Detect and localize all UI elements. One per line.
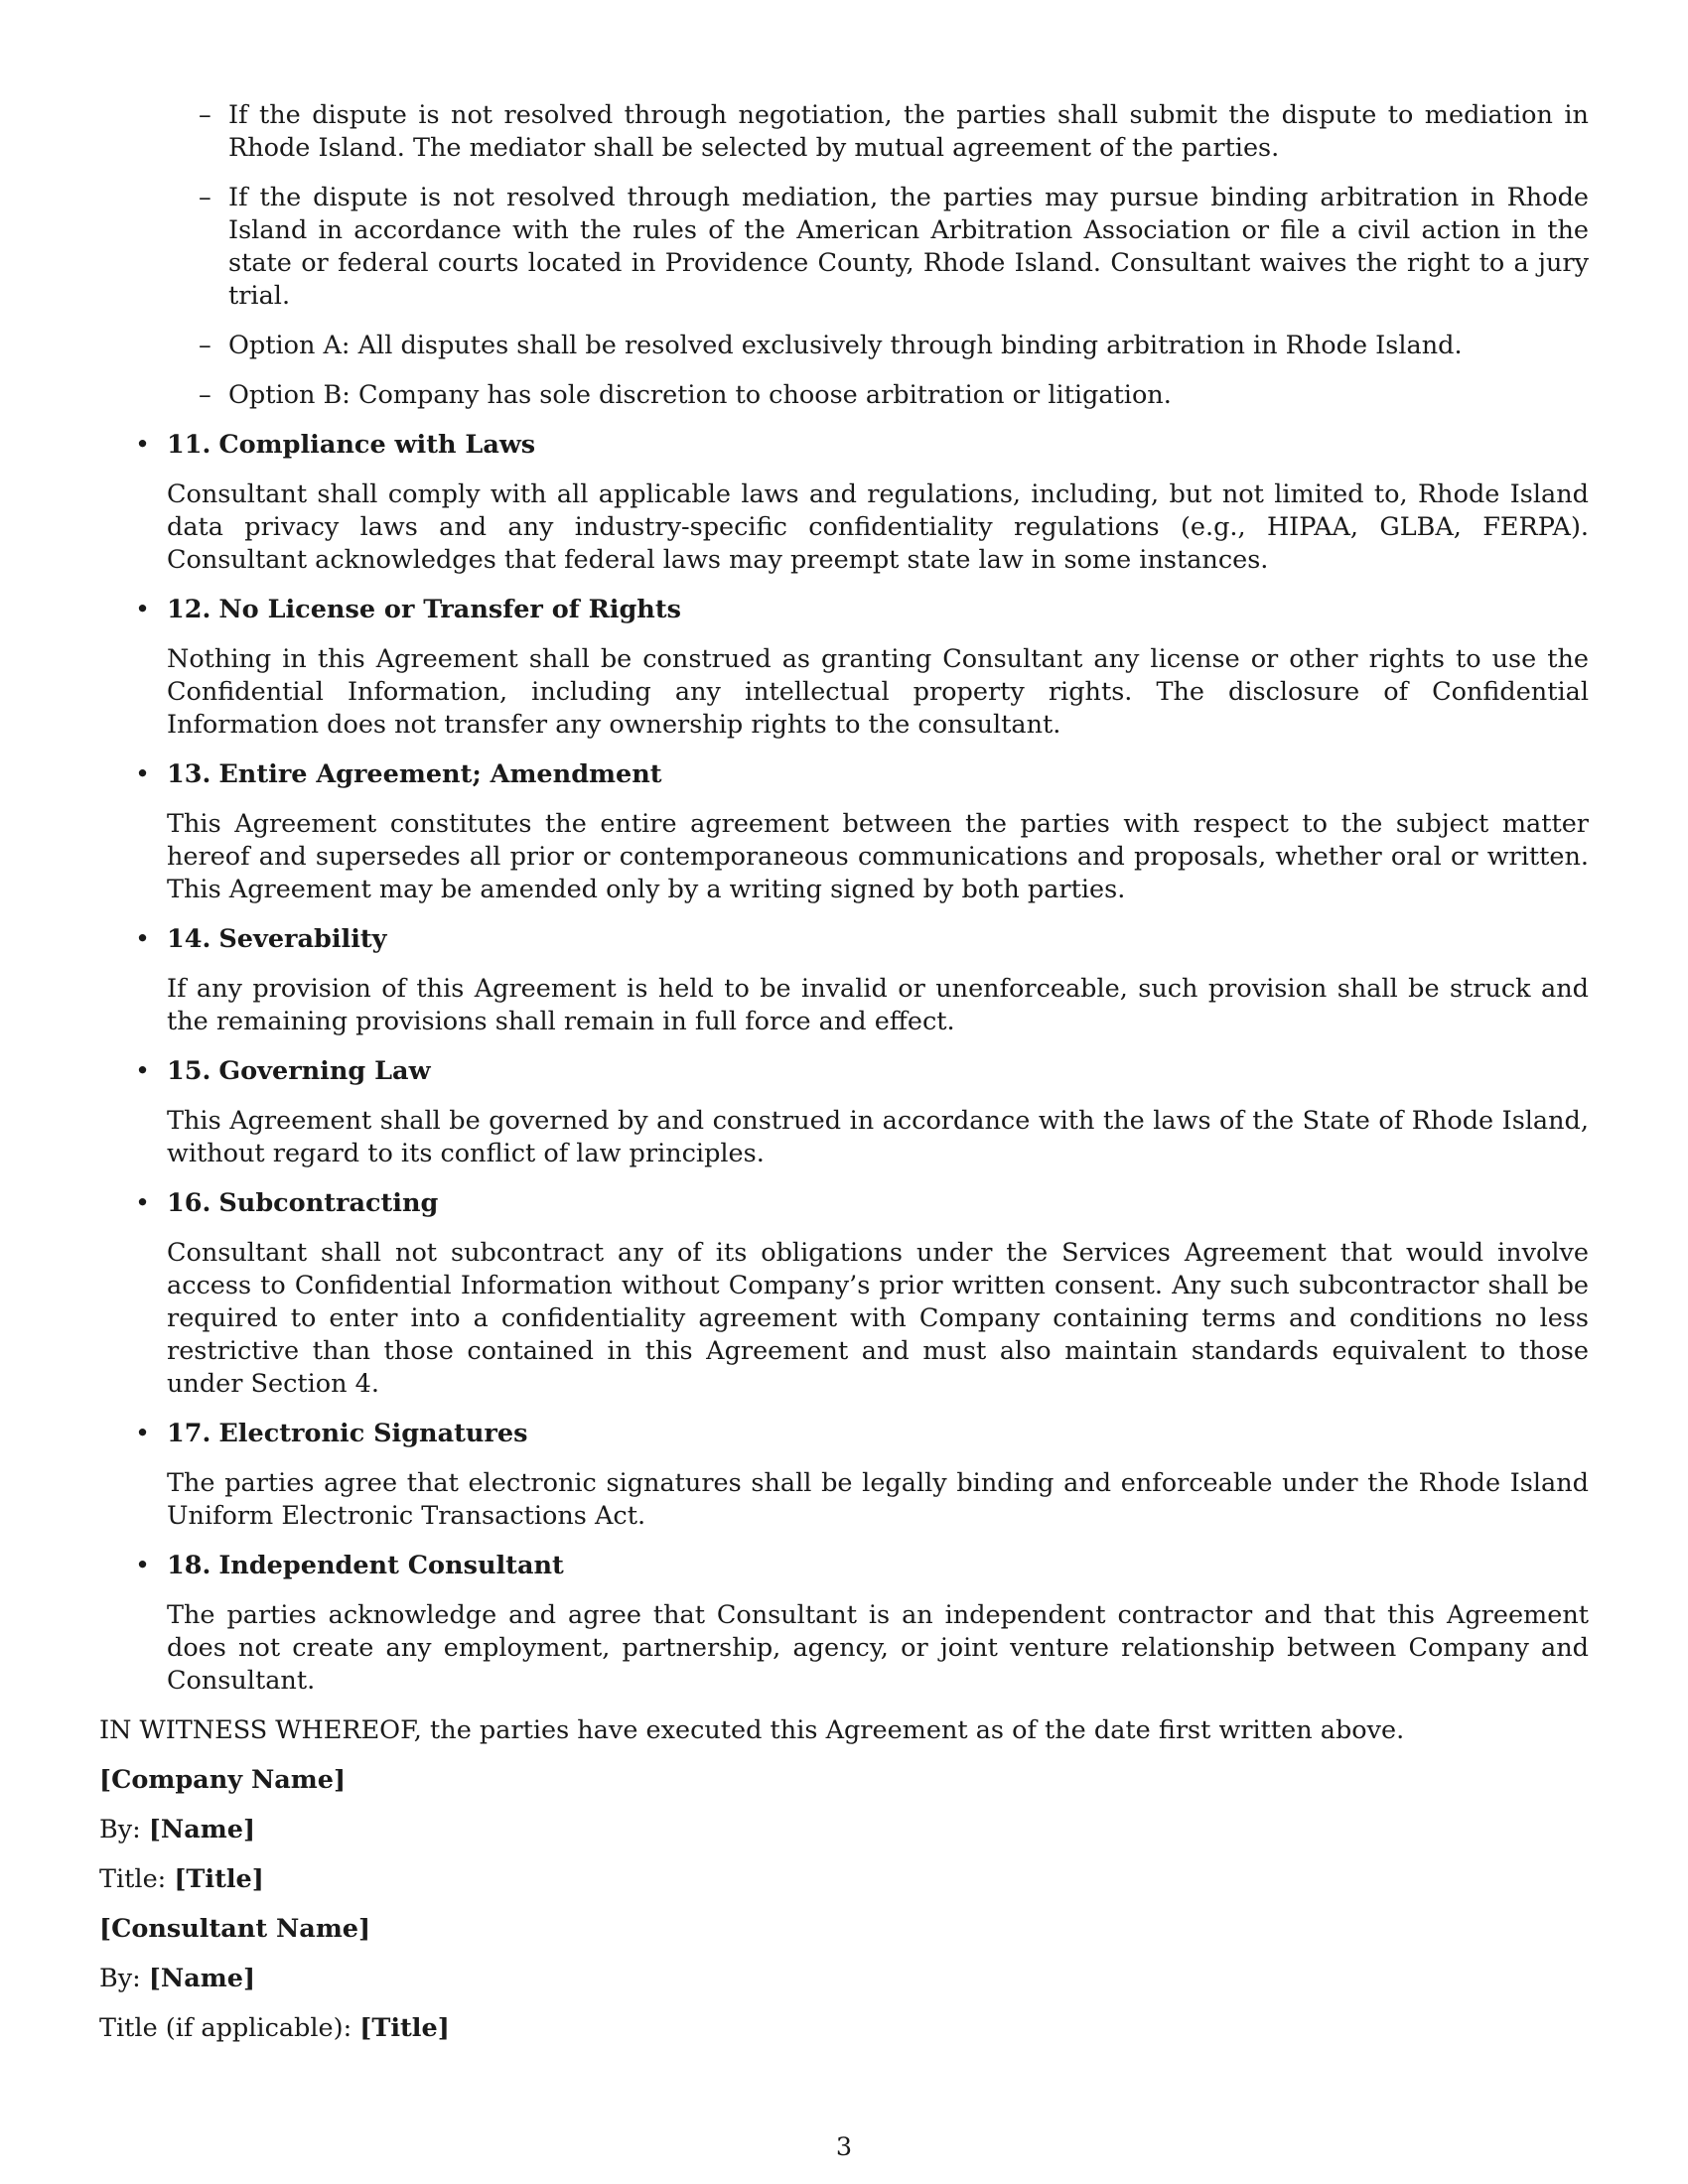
section-no-license	[135, 594, 1589, 742]
signature-block	[99, 1714, 1589, 2045]
section-number: 12.	[167, 595, 211, 624]
dispute-item-text: Option A: All disputes shall be resolved exclusively through binding arbitration in Rhode Island.	[228, 331, 1463, 360]
consultant-title-line	[99, 2012, 1589, 2045]
bullet-marker: •	[135, 1056, 151, 1086]
by-label: By:	[99, 1964, 141, 1993]
section-body: Nothing in this Agreement shall be construed as granting Consultant any license or other rights to use the Confidential Information, including any intellectual property rights. The disclosure of Confidential Information does not transfer any ownership rights to the consultant.	[167, 644, 1589, 740]
section-entire-agreement	[135, 758, 1589, 906]
section-heading	[167, 1187, 1589, 1220]
section-body: The parties agree that electronic signatures shall be legally binding and enforceable under the Rhode Island Uniform Electronic Transactions Act.	[167, 1468, 1589, 1531]
section-subcontracting	[135, 1187, 1589, 1401]
section-title: No License or Transfer of Rights	[218, 595, 681, 624]
section-number: 17.	[167, 1419, 211, 1448]
dash-marker: –	[199, 380, 211, 410]
section-electronic-signatures	[135, 1418, 1589, 1533]
consultant-name-placeholder: [Consultant Name]	[99, 1914, 371, 1944]
section-body: Consultant shall not subcontract any of its obligations under the Services Agreement that would involve access to Confidential Information without Company’s prior written consent. Any such subcontractor shall be required to enter into a confidentiality agreement with Company containing terms and conditions no less restrictive than those contained in this Agreement and must also maintain standards equivalent to those under Section 4.	[167, 1238, 1589, 1399]
dispute-item	[199, 182, 1589, 313]
dispute-item-text: Option B: Company has sole discretion to choose arbitration or litigation.	[228, 380, 1172, 410]
bullet-marker: •	[135, 1551, 151, 1580]
section-number: 18.	[167, 1551, 211, 1580]
section-title: Entire Agreement; Amendment	[218, 759, 662, 789]
section-body: If any provision of this Agreement is held to be invalid or unenforceable, such provision shall be struck and the remaining provisions shall remain in full force and effect.	[167, 974, 1589, 1036]
title-label: Title:	[99, 1864, 167, 1894]
section-heading	[167, 594, 1589, 626]
section-body: Consultant shall comply with all applicable laws and regulations, including, but not limited to, Rhode Island data privacy laws and any industry-specific confidentiality regulations (e.g., HIPAA, GLBA, FERPA). Consultant acknowledges that federal laws may preempt state law in some instances.	[167, 479, 1589, 575]
section-heading	[167, 1055, 1589, 1088]
section-heading	[167, 758, 1589, 791]
section-body: The parties acknowledge and agree that Consultant is an independent contractor and that this Agreement does not create any employment, partnership, agency, or joint venture relationship between Company and Consultant.	[167, 1600, 1589, 1696]
company-name-placeholder: [Company Name]	[99, 1765, 347, 1795]
dash-marker: –	[199, 100, 211, 130]
section-compliance-with-laws	[135, 429, 1589, 577]
section-title: Electronic Signatures	[218, 1419, 528, 1448]
section-title: Independent Consultant	[218, 1551, 564, 1580]
section-number: 16.	[167, 1188, 211, 1218]
by-label: By:	[99, 1815, 141, 1844]
company-signer-name: [Name]	[148, 1815, 256, 1844]
consultant-by-line	[99, 1963, 1589, 1995]
section-number: 11.	[167, 430, 211, 460]
section-severability	[135, 923, 1589, 1038]
section-number: 14.	[167, 924, 211, 954]
consultant-signer-title: [Title]	[359, 2013, 450, 2043]
section-heading	[167, 923, 1589, 956]
dispute-item-text: If the dispute is not resolved through mediation, the parties may pursue binding arbitration in Rhode Island in accordance with the rules of the American Arbitration Association or file a civil action in the state or federal courts located in Providence County, Rhode Island. Consultant waives the right to a jury trial.	[228, 183, 1589, 311]
bullet-marker: •	[135, 924, 151, 954]
dispute-item	[199, 379, 1589, 412]
dispute-item-text: If the dispute is not resolved through negotiation, the parties shall submit the dispute to mediation in Rhode Island. The mediator shall be selected by mutual agreement of the parties.	[228, 100, 1589, 163]
document-page	[99, 99, 1589, 2062]
dispute-resolution-list	[99, 99, 1589, 412]
title-label: Title (if applicable):	[99, 2013, 352, 2043]
section-title: Compliance with Laws	[218, 430, 536, 460]
section-title: Governing Law	[218, 1056, 431, 1086]
section-independent-consultant	[135, 1550, 1589, 1698]
bullet-marker: •	[135, 1188, 151, 1218]
section-heading	[167, 1418, 1589, 1450]
section-governing-law	[135, 1055, 1589, 1170]
bullet-marker: •	[135, 759, 151, 789]
section-heading	[167, 1550, 1589, 1582]
bullet-marker: •	[135, 1419, 151, 1448]
page-number: 3	[835, 2132, 853, 2162]
dispute-item	[199, 330, 1589, 362]
sections-list	[99, 429, 1589, 1698]
bullet-marker: •	[135, 595, 151, 624]
section-title: Severability	[218, 924, 387, 954]
company-by-line	[99, 1814, 1589, 1846]
dispute-item	[199, 99, 1589, 165]
company-title-line	[99, 1863, 1589, 1896]
section-number: 15.	[167, 1056, 211, 1086]
section-body: This Agreement constitutes the entire agreement between the parties with respect to the subject matter hereof and supersedes all prior or contemporaneous communications and proposals, whether oral or written. This Agreement may be amended only by a writing signed by both parties.	[167, 809, 1589, 904]
consultant-signer-name: [Name]	[148, 1964, 256, 1993]
section-title: Subcontracting	[218, 1188, 439, 1218]
section-heading	[167, 429, 1589, 462]
bullet-marker: •	[135, 430, 151, 460]
dash-marker: –	[199, 183, 211, 212]
dash-marker: –	[199, 331, 211, 360]
section-number: 13.	[167, 759, 211, 789]
witness-statement: IN WITNESS WHEREOF, the parties have executed this Agreement as of the date first written above.	[99, 1715, 1405, 1745]
section-body: This Agreement shall be governed by and construed in accordance with the laws of the State of Rhode Island, without regard to its conflict of law principles.	[167, 1106, 1589, 1168]
company-signer-title: [Title]	[174, 1864, 264, 1894]
